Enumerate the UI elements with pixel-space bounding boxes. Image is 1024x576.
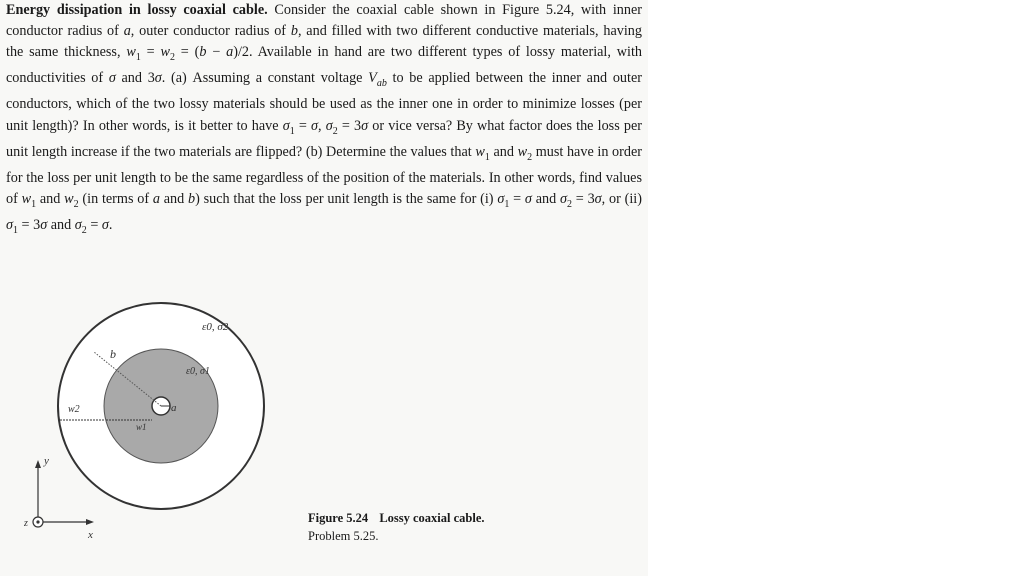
problem-text-run: and bbox=[489, 143, 518, 160]
problem-text-run: , outer conductor radius of bbox=[130, 23, 291, 40]
caption-number: Figure 5.24 bbox=[308, 511, 369, 525]
problem-text-run: 2 bbox=[566, 198, 572, 210]
problem-text-run: b bbox=[188, 190, 196, 207]
problem-text-run: w bbox=[64, 190, 74, 207]
problem-text-run: and 3 bbox=[115, 70, 155, 87]
problem-text-run: 1 bbox=[289, 125, 295, 137]
label-radius-b: b bbox=[110, 347, 116, 361]
problem-text-run: σ bbox=[108, 70, 116, 87]
problem-text-run: b bbox=[290, 23, 298, 40]
problem-text-run: σ bbox=[310, 117, 318, 134]
axis-x-arrowhead bbox=[86, 519, 94, 525]
problem-text-run: 1 bbox=[504, 198, 510, 210]
caption-problem: Problem 5.25. bbox=[308, 529, 379, 543]
coaxial-cable-figure bbox=[24, 292, 284, 552]
problem-text-run: and bbox=[531, 190, 560, 207]
problem-text-run: σ bbox=[282, 117, 290, 134]
problem-text-run: ) such that the loss per unit length is the same for (i) bbox=[195, 190, 498, 207]
problem-text-run: = bbox=[86, 216, 102, 233]
problem-text-run: = 3 bbox=[337, 117, 362, 134]
problem-text-run: 2 bbox=[332, 125, 338, 137]
axis-y-arrowhead bbox=[35, 460, 41, 468]
problem-text-run: . (a) Assuming a constant voltage bbox=[161, 70, 369, 87]
label-axis-z: z bbox=[24, 518, 28, 529]
problem-text-run: = 3 bbox=[18, 216, 41, 233]
label-axis-y: y bbox=[44, 455, 49, 467]
problem-text-run: σ bbox=[154, 70, 162, 87]
problem-text-run: , bbox=[317, 117, 326, 134]
problem-text-run: = bbox=[509, 190, 525, 207]
label-inner-material: ε0, σ1 bbox=[186, 366, 210, 377]
problem-text-run: )/2. Available in hand are two different types of lossy material, with conductivities of bbox=[6, 44, 642, 87]
problem-text-run: σ bbox=[497, 190, 505, 207]
problem-text-run: 2 bbox=[169, 52, 175, 64]
problem-text-run: . bbox=[108, 216, 113, 233]
problem-text-run: to be applied between the inner and outer conductors, which of the two lossy materials should be used as the inner one in order to minimize losses (per unit length)? In other words, is it better to have bbox=[6, 70, 642, 134]
problem-text-run: b bbox=[199, 44, 207, 61]
problem-text-run: 2 bbox=[73, 198, 79, 210]
problem-text-run: 1 bbox=[13, 224, 18, 236]
problem-text-run: a bbox=[226, 44, 234, 61]
problem-text-run: = bbox=[294, 117, 311, 134]
axis-z-dot bbox=[36, 520, 39, 523]
problem-title: Energy dissipation in lossy coaxial cable. bbox=[6, 2, 268, 18]
problem-text-run: , and filled with two different conductive materials, having the same thickness, bbox=[6, 23, 642, 61]
problem-text-run: w bbox=[21, 190, 32, 207]
problem-text-run: 1 bbox=[135, 52, 141, 64]
problem-text-run: w bbox=[475, 143, 485, 160]
problem-body bbox=[6, 2, 643, 236]
problem-text-run: 1 bbox=[31, 198, 37, 210]
problem-text-run: 1 bbox=[484, 151, 490, 163]
problem-text-run: = 3 bbox=[571, 190, 595, 207]
problem-statement bbox=[6, 0, 642, 241]
figure-caption bbox=[308, 509, 485, 545]
problem-text-run: 2 bbox=[81, 224, 87, 236]
problem-text-run: 2 bbox=[527, 151, 533, 163]
label-axis-x: x bbox=[88, 529, 93, 541]
problem-text-run: σ bbox=[40, 216, 48, 233]
problem-text-run: σ bbox=[594, 190, 602, 207]
problem-text-run: σ bbox=[74, 216, 82, 233]
problem-text-run: − bbox=[206, 44, 227, 61]
label-w2: w2 bbox=[68, 404, 80, 415]
problem-text-run: σ bbox=[361, 117, 369, 134]
problem-text-run: , or (ii) bbox=[601, 190, 642, 207]
problem-text-run: (in terms of bbox=[78, 190, 153, 207]
problem-text-run: w bbox=[160, 44, 170, 61]
label-w1: w1 bbox=[136, 422, 147, 432]
problem-text-run: a bbox=[123, 23, 131, 40]
problem-text-run: and bbox=[159, 190, 189, 207]
problem-text-run: σ bbox=[6, 216, 13, 233]
problem-text-run: and bbox=[47, 216, 75, 233]
problem-text-run: or vice versa? By what factor does the loss per unit length increase if the two materials are flipped? (b) Determine the values that bbox=[6, 117, 642, 160]
problem-text-run: must have in order for the loss per unit length to be the same regardless of the position of the materials. In other words, find values of bbox=[6, 143, 642, 207]
label-outer-material: ε0, σ2 bbox=[202, 321, 229, 333]
problem-text-run: ab bbox=[376, 78, 387, 90]
problem-text-run: Consider the coaxial cable shown in Figure 5.24, with inner conductor radius of bbox=[6, 2, 643, 40]
problem-text-run: w bbox=[517, 143, 528, 160]
problem-text-run: σ bbox=[524, 190, 532, 207]
problem-text-run: and bbox=[36, 190, 65, 207]
problem-text-run: σ bbox=[559, 190, 567, 207]
problem-text-run: σ bbox=[101, 216, 109, 233]
label-radius-a: a bbox=[171, 402, 177, 414]
problem-text-run: w bbox=[126, 44, 136, 61]
problem-text-run: = bbox=[140, 44, 161, 61]
problem-text-run: σ bbox=[325, 117, 333, 134]
caption-title: Lossy coaxial cable. bbox=[379, 511, 485, 525]
problem-text-run: a bbox=[152, 190, 160, 207]
problem-text-run: = ( bbox=[174, 44, 200, 61]
problem-text-run: V bbox=[368, 70, 377, 87]
